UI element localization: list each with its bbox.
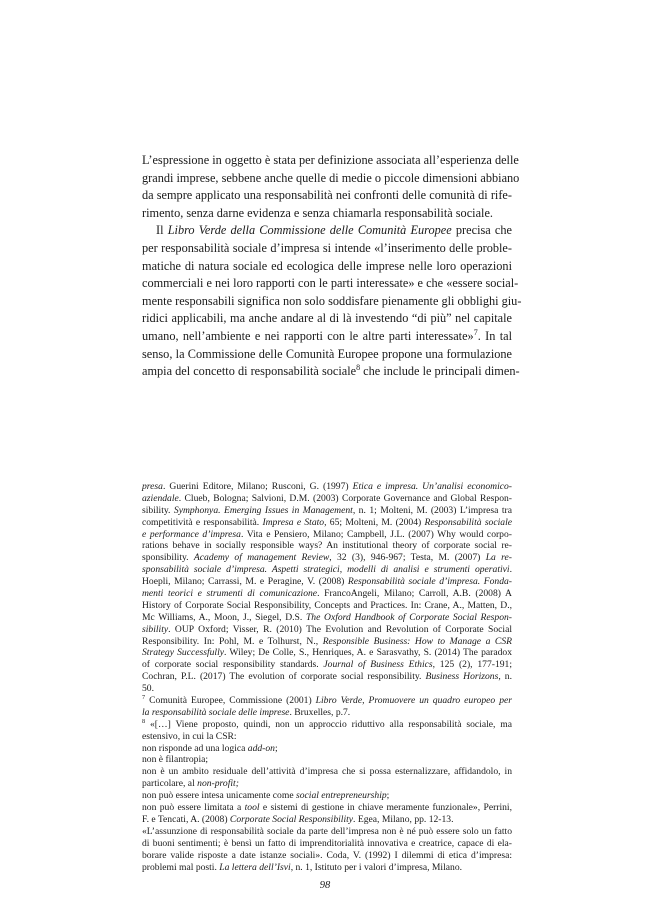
footnote-line: aziendale. Clueb, Bologna; Salvioni, D.M. (2003) Corporate Governance and Global Respon- [142,492,512,504]
footnote-line: sibility. OUP Oxford; Visser, R. (2010) The Evolution and Revolution of Corporate Social [142,623,512,635]
footnote-line: Responsibility. In: Pohl, M. e Tolhurst, N., Responsible Business: How to Manage a CSR [142,635,512,647]
footnote-line: non può essere intesa unicamente come social entrepreneurship; [142,790,390,802]
footnote-line: non è filantropia; [142,754,209,766]
footnote-line: Strategy Successfully. Wiley; De Colle, S., Henriques, A. e Sarasvathy, S. (2014) The paradox [142,647,512,659]
footnote-line: sibility. Symphonya. Emerging Issues in Management, n. 1; Molteni, M. (2003) L’impresa tra [142,504,512,516]
footnote-line: Hoepli, Milano; Carrassi, M. e Peragine, V. (2008) Responsabilità sociale d’impresa. Fonda- [142,576,512,588]
footnote-line: non può essere limitata a tool e sistemi di gestione in chiave meramente funzionale», Perrini, [142,802,513,814]
body-line: commerciali e nei loro rapporti con le parti interessate» e che «essere social- [142,276,519,291]
main-text [142,152,522,381]
footnote-line: la responsabilità sociale delle imprese. Bruxelles, p.7. [142,706,351,718]
body-line: L’espressione in oggetto è stata per definizione associata all’esperienza delle [142,153,519,167]
footnote-line: Cochran, P.L. (2017) The evolution of corporate social responsibility. Business Horizons, n. [142,671,512,683]
body-line: mente responsabili significa non solo soddisfare pienamente gli obblighi giu- [142,293,522,308]
footnote-line: presa. Guerini Editore, Milano; Rusconi, G. (1997) Etica e impresa. Un’analisi economico- [142,481,512,492]
footnote-line: 50. [142,683,154,695]
footnote-line: sponsabilità sociale d’impresa. Aspetti strategici, modelli di analisi e strumenti operativi. [142,564,512,576]
footnote-line: «L’assunzione di responsabilità sociale da parte dell’impresa non è né può essere solo un fatto [142,825,512,837]
footnote-line: Mc Williams, A., Moon, J., Siegel, D.S. The Oxford Handbook of Corporate Social Respon- [142,611,512,623]
body-line: matiche di natura sociale ed ecologica delle imprese nelle loro operazioni [142,258,512,273]
body-line: grandi imprese, sebbene anche quelle di medie o piccole dimensioni abbiano [142,170,520,185]
footnote-line: problemi mal posti. La lettera dell’Isvi, n. 1, Istituto per i valori d’impresa, Milano. [142,861,463,873]
footnote-line: competitività e responsabilità. Impresa e Stato, 65; Molteni, M. (2004) Responsabilità sociale [142,516,512,528]
body-line: ridici applicabili, ma anche andare al di là investendo “di più” nel capitale [142,311,512,326]
page-number: 98 [319,880,331,891]
body-line: per responsabilità sociale d’impresa si intende «l’inserimento delle proble- [142,240,512,255]
footnote-line: e performance d’impresa. Vita e Pensiero, Milano; Campbell, J.L. (2007) Why would corpo- [142,528,512,540]
footnote-line: History of Corporate Social Responsibility, Concepts and Practices. In: Crane, A., Matten, D., [142,599,512,611]
footnote-line: non risponde ad una logica add-on; [142,742,278,754]
body-line: Il Libro Verde della Commissione delle Comunità Europee precisa che [156,223,512,238]
body-line: ampia del concetto di responsabilità sociale$^8$ che include le principali dimen- [142,363,520,379]
footnote-line: estensivo, in cui la CSR: [142,730,237,742]
footnote-line: rations behave in socially responsible ways? An institutional theory of corporate social re- [142,540,512,552]
body-line: rimento, senza darne evidenza e senza chiamarla responsabilità sociale. [142,205,493,220]
footnote-line: menti teorici e strumenti di comunicazione. FrancoAngeli, Milano; Carroll, A.B. (2008) A [142,588,512,600]
footnote-line: sponsibility. Academy of management Review, 32 (3), 946-967; Testa, M. (2007) La re- [142,552,512,564]
body-line: da sempre applicato una responsabilità nei confronti delle comunità di rife- [142,188,512,203]
footnote-line: $^8$ «[…] Viene proposto, quindi, non un approccio riduttivo alla responsabilità sociale, ma [142,717,512,730]
footnote-line: $^7$ Comunità Europee, Commissione (2001) Libro Verde, Promuovere un quadro europeo per [142,693,513,707]
footnote-line: di buoni sentimenti; è bensì un fatto di imprenditorialità innovativa e creatrice, capace di ela- [142,837,512,849]
footnote-line: non è un ambito residuale dell’attività d’impresa che si possa esternalizzare, affidandolo, in [142,766,512,778]
footnote-line: particolare, al non-profit; [142,778,239,790]
footnote-line: of corporate social responsibility standards. Journal of Business Ethics, 125 (2), 177-191; [142,659,512,671]
footnote-line: F. e Tencati, A. (2008) Corporate Social Responsibility. Egea, Milano, pp. 12-13. [142,813,454,825]
body-line: umano, nell’ambiente e nei rapporti con le altre parti interessate»$^7$. In tal [142,327,512,343]
body-line: senso, la Commissione delle Comunità Europee propone una formulazione [142,346,512,361]
footnote-line: borare valide risposte a date istanze sociali». Coda, V. (1992) I dilemmi di etica d’impresa: [142,849,512,861]
footnotes [142,481,512,873]
